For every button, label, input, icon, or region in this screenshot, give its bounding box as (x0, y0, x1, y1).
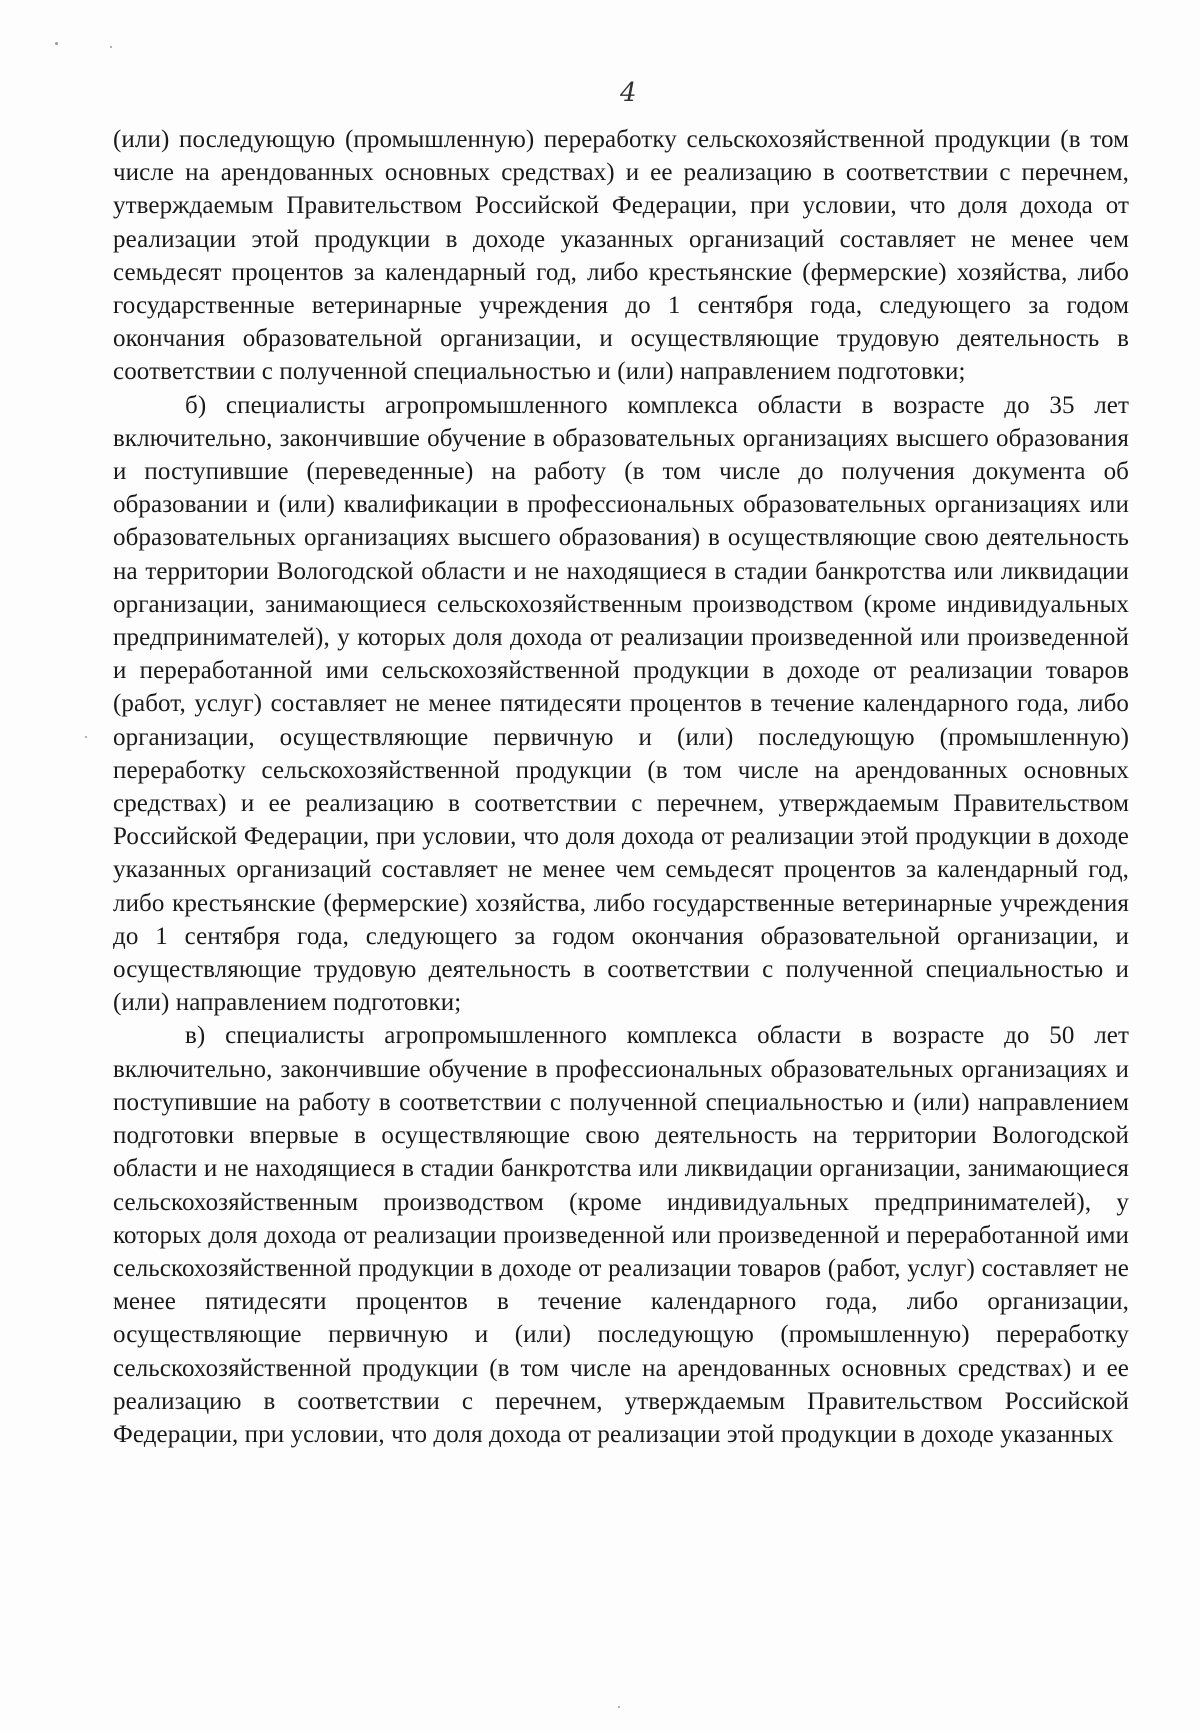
paragraph-item-v: в) специалисты агропромышленного комплекса области в возрасте до 50 лет включительно, закончившие обучение в профессиональных образовательных организациях и поступившие на работу в соответствии с полученной специальностью и (или) направлением подготовки впервые в осуществляющие свою деятельность на территории Вологодской области и не находящиеся в стадии банкротства или ликвидации организации, занимающиеся сельскохозяйственным производством (кроме индивидуальных предпринимателей), у которых доля дохода от реализации произведенной или произведенной и переработанной ими сельскохозяйственной продукции в доходе от реализации товаров (работ, услуг) составляет не менее пятидесяти процентов в течение календарного года, либо организации, осуществляющие первичную и (или) последующую (промышленную) переработку сельскохозяйственной продукции (в том числе на арендованных основных средствах) и ее реализацию в соответствии с перечнем, утверждаемым Правительством Российской Федерации, при условии, что доля дохода от реализации этой продукции в доходе указанных (113, 1022, 1129, 1448)
paragraph-item-b: б) специалисты агропромышленного комплекса области в возрасте до 35 лет включительно, закончившие обучение в образовательных организациях высшего образования и поступившие (переведенные) на работу (в том числе до получения документа об образовании и (или) квалификации в профессиональных образовательных организациях или образовательных организациях высшего образования) в осуществляющие свою деятельность на территории Вологодской области и не находящиеся в стадии банкротства или ликвидации организации, занимающиеся сельскохозяйственным производством (кроме индивидуальных предпринимателей), у которых доля дохода от реализации произведенной или произведенной и переработанной ими сельскохозяйственной продукции в доходе от реализации товаров (работ, услуг) составляет не менее пятидесяти процентов в течение календарного года, либо организации, осуществляющие первичную и (или) последующую (промышленную) переработку сельскохозяйственной продукции (в том числе на арендованных основных средствах) и ее реализацию в соответствии с перечнем, утверждаемым Правительством Российской Федерации, при условии, что доля дохода от реализации этой продукции в доходе указанных организаций составляет не менее чем семьдесят процентов за календарный год, либо крестьянские (фермерские) хозяйства, либо государственные ветеринарные учреждения до 1 сентября года, следующего за годом окончания образовательной организации, и осуществляющие трудовую деятельность в соответствии с полученной специальностью и (или) направлением подготовки; (113, 391, 1129, 1017)
page-number: 4 (620, 78, 637, 108)
scan-speck (110, 46, 112, 48)
scan-speck (55, 42, 58, 45)
scan-speck (85, 736, 87, 738)
document-body (113, 123, 1129, 1451)
scan-speck (618, 1706, 620, 1708)
paragraph-continuation: (или) последующую (промышленную) переработку сельскохозяйственной продукции (в том числе на арендованных основных средствах) и ее реализацию в соответствии с перечнем, утверждаемым Правительством Российской Федерации, при условии, что доля дохода от реализации этой продукции в доходе указанных организаций составляет не менее чем семьдесят процентов за календарный год, либо крестьянские (фермерские) хозяйства, либо государственные ветеринарные учреждения до 1 сентября года, следующего за годом окончания образовательной организации, и осуществляющие трудовую деятельность в соответствии с полученной специальностью и (или) направлением подготовки; (113, 126, 1129, 386)
